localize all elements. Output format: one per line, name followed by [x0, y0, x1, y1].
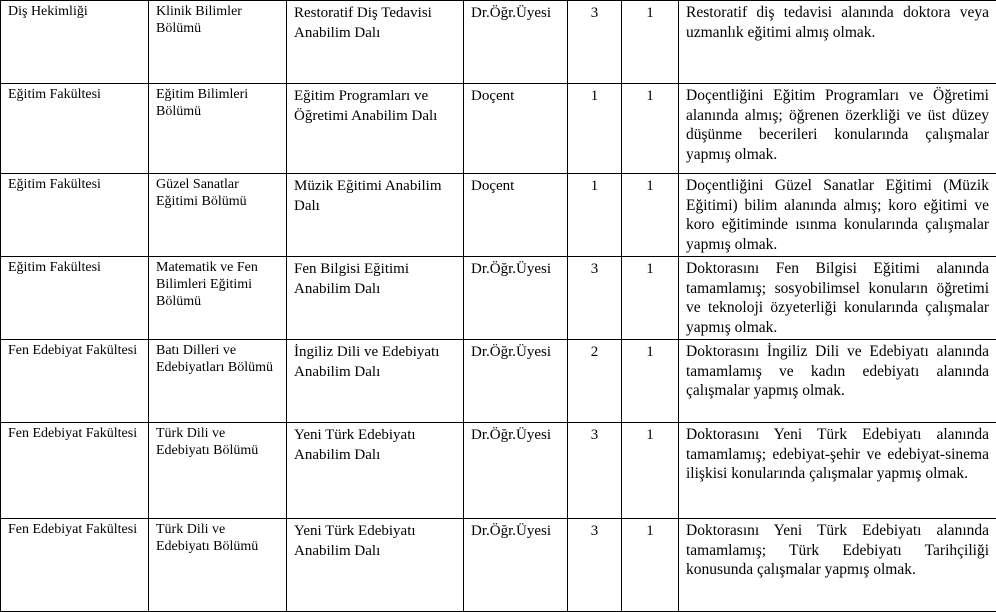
quota-cell: 1 [622, 519, 679, 612]
department-cell: Matematik ve Fen Bilimleri Eğitimi Bölümü [149, 257, 287, 340]
department-cell: Türk Dili ve Edebiyatı Bölümü [149, 423, 287, 519]
division-cell: Eğitim Programları ve Öğretimi Anabilim Dalı [287, 84, 464, 174]
requirement-cell: Doktorasını Yeni Türk Edebiyatı alanında tamamlamış; Türk Edebiyatı Tarihçiliği konusunda çalışmalar yapmış olmak. [679, 519, 996, 612]
faculty-cell: Diş Hekimliği [1, 1, 149, 84]
division-cell: Restoratif Diş Tedavisi Anabilim Dalı [287, 1, 464, 84]
department-cell: Batı Dilleri ve Edebiyatları Bölümü [149, 340, 287, 423]
title-cell: Dr.Öğr.Üyesi [464, 257, 568, 340]
count-cell: 3 [568, 519, 622, 612]
department-cell: Güzel Sanatlar Eğitimi Bölümü [149, 174, 287, 257]
title-cell: Dr.Öğr.Üyesi [464, 1, 568, 84]
department-cell: Eğitim Bilimleri Bölümü [149, 84, 287, 174]
table-row [1, 340, 996, 423]
table-row [1, 1, 996, 84]
quota-cell: 1 [622, 340, 679, 423]
quota-cell: 1 [622, 1, 679, 84]
title-cell: Dr.Öğr.Üyesi [464, 519, 568, 612]
division-cell: Fen Bilgisi Eğitimi Anabilim Dalı [287, 257, 464, 340]
division-cell: Yeni Türk Edebiyatı Anabilim Dalı [287, 519, 464, 612]
requirement-cell: Doçentliğini Güzel Sanatlar Eğitimi (Müzik Eğitimi) bilim alanında almış; koro eğitimi ve koro eğitiminde ısınma konularında çalışmalar yapmış olmak. [679, 174, 996, 257]
division-cell: Yeni Türk Edebiyatı Anabilim Dalı [287, 423, 464, 519]
title-cell: Dr.Öğr.Üyesi [464, 423, 568, 519]
title-cell: Doçent [464, 84, 568, 174]
table-row [1, 423, 996, 519]
faculty-cell: Fen Edebiyat Fakültesi [1, 423, 149, 519]
faculty-cell: Eğitim Fakültesi [1, 174, 149, 257]
division-cell: Müzik Eğitimi Anabilim Dalı [287, 174, 464, 257]
table-row [1, 174, 996, 257]
count-cell: 1 [568, 174, 622, 257]
table-row [1, 84, 996, 174]
requirement-cell: Doktorasını Yeni Türk Edebiyatı alanında tamamlamış; edebiyat-şehir ve edebiyat-sinema ilişkisi konularında çalışmalar yapmış olmak. [679, 423, 996, 519]
requirement-cell: Restoratif diş tedavisi alanında doktora veya uzmanlık eğitimi almış olmak. [679, 1, 996, 84]
title-cell: Doçent [464, 174, 568, 257]
faculty-cell: Fen Edebiyat Fakültesi [1, 340, 149, 423]
quota-cell: 1 [622, 174, 679, 257]
requirement-cell: Doktorasını İngiliz Dili ve Edebiyatı alanında tamamlamış ve kadın edebiyatı alanında çalışmalar yapmış olmak. [679, 340, 996, 423]
quota-cell: 1 [622, 84, 679, 174]
title-cell: Dr.Öğr.Üyesi [464, 340, 568, 423]
table-row [1, 257, 996, 340]
quota-cell: 1 [622, 423, 679, 519]
faculty-cell: Eğitim Fakültesi [1, 257, 149, 340]
count-cell: 3 [568, 423, 622, 519]
faculty-cell: Fen Edebiyat Fakültesi [1, 519, 149, 612]
count-cell: 1 [568, 84, 622, 174]
faculty-cell: Eğitim Fakültesi [1, 84, 149, 174]
requirement-cell: Doçentliğini Eğitim Programları ve Öğretimi alanında almış; öğrenen özerkliği ve üst düzey düşünme becerileri konularında çalışmalar yapmış olmak. [679, 84, 996, 174]
department-cell: Klinik Bilimler Bölümü [149, 1, 287, 84]
quota-cell: 1 [622, 257, 679, 340]
count-cell: 2 [568, 340, 622, 423]
division-cell: İngiliz Dili ve Edebiyatı Anabilim Dalı [287, 340, 464, 423]
count-cell: 3 [568, 1, 622, 84]
count-cell: 3 [568, 257, 622, 340]
requirement-cell: Doktorasını Fen Bilgisi Eğitimi alanında tamamlamış; sosyobilimsel konuların öğretimi ve teknoloji özyeterliği konularında çalışmalar yapmış olmak. [679, 257, 996, 340]
department-cell: Türk Dili ve Edebiyatı Bölümü [149, 519, 287, 612]
table-row [1, 519, 996, 612]
